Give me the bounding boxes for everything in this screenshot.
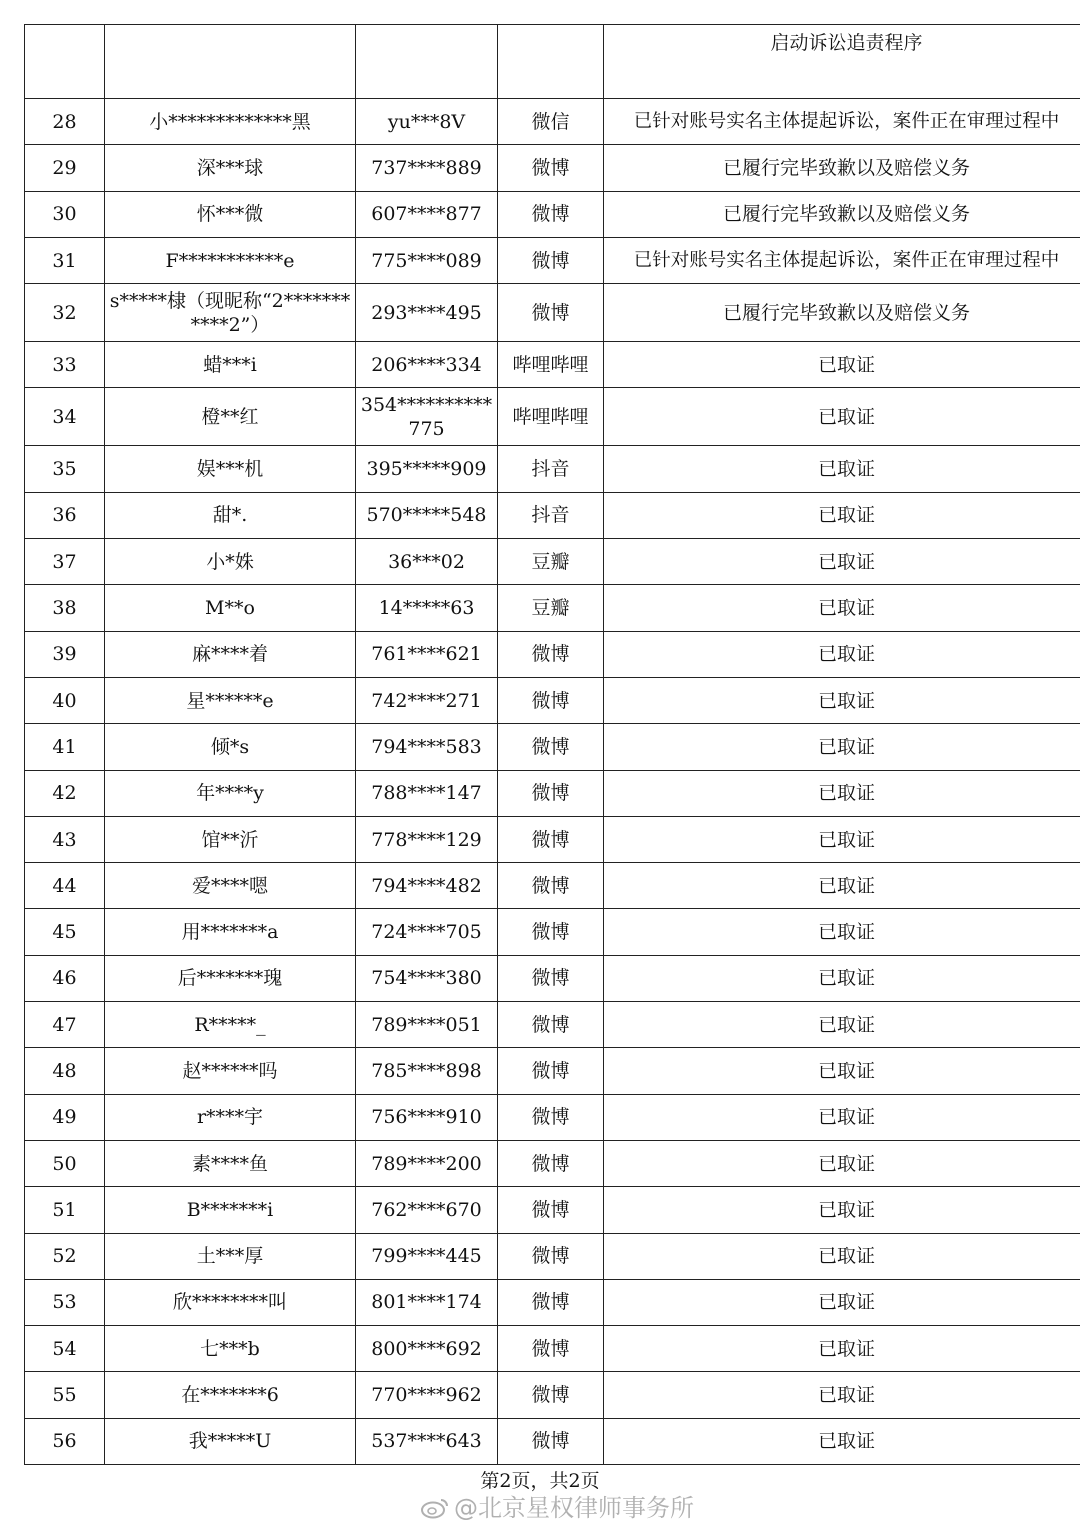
- table-row: [25, 446, 1080, 492]
- account-id-cell: 36***02: [356, 539, 498, 585]
- watermark: [420, 1488, 694, 1523]
- nickname-cell: 我*****U: [105, 1418, 356, 1464]
- table-row: [25, 1418, 1080, 1464]
- platform-cell: 哔哩哔哩: [498, 342, 604, 388]
- platform-cell: 微博: [498, 770, 604, 816]
- nickname-cell: 馆**沂: [105, 816, 356, 862]
- nickname-cell: 用*******a: [105, 909, 356, 955]
- status-cell: 已取证: [604, 1279, 1080, 1325]
- platform-cell: 微博: [498, 1279, 604, 1325]
- account-id-cell: 762****670: [356, 1187, 498, 1233]
- platform-cell: 微博: [498, 955, 604, 1001]
- status-cell: 已取证: [604, 1372, 1080, 1418]
- platform-cell: 微博: [498, 816, 604, 862]
- table-row: [25, 1233, 1080, 1279]
- platform-cell: 微博: [498, 1048, 604, 1094]
- platform-cell: 微博: [498, 1187, 604, 1233]
- table-row: [25, 631, 1080, 677]
- platform-cell: 微博: [498, 631, 604, 677]
- nickname-cell: 后*******瑰: [105, 955, 356, 1001]
- platform-cell: 微博: [498, 1233, 604, 1279]
- row-number: 51: [25, 1187, 105, 1233]
- table-row: [25, 1326, 1080, 1372]
- table-row: [25, 816, 1080, 862]
- header-cell: [498, 25, 604, 99]
- table-row: [25, 1372, 1080, 1418]
- row-number: 41: [25, 724, 105, 770]
- nickname-cell: 麻****着: [105, 631, 356, 677]
- nickname-cell: 土***厚: [105, 1233, 356, 1279]
- table-row: [25, 724, 1080, 770]
- status-cell: 已针对账号实名主体提起诉讼，案件正在审理过程中: [604, 99, 1080, 145]
- platform-cell: 微博: [498, 237, 604, 283]
- status-cell: 已取证: [604, 446, 1080, 492]
- account-id-cell: 775****089: [356, 237, 498, 283]
- status-cell: 已履行完毕致歉以及赔偿义务: [604, 284, 1080, 342]
- table-row: [25, 191, 1080, 237]
- account-id-cell: 14*****63: [356, 585, 498, 631]
- nickname-cell: 橙**红: [105, 388, 356, 446]
- account-id-cell: 794****482: [356, 863, 498, 909]
- platform-cell: 微博: [498, 145, 604, 191]
- platform-cell: 哔哩哔哩: [498, 388, 604, 446]
- table-row: [25, 1094, 1080, 1140]
- row-number: 53: [25, 1279, 105, 1325]
- nickname-cell: 倾*s: [105, 724, 356, 770]
- nickname-cell: r****宇: [105, 1094, 356, 1140]
- row-number: 39: [25, 631, 105, 677]
- platform-cell: 微博: [498, 677, 604, 723]
- table-row: [25, 909, 1080, 955]
- table-row: [25, 955, 1080, 1001]
- nickname-cell: R*****_: [105, 1002, 356, 1048]
- table-row: [25, 677, 1080, 723]
- status-cell: 已履行完毕致歉以及赔偿义务: [604, 145, 1080, 191]
- status-cell: 已针对账号实名主体提起诉讼，案件正在审理过程中: [604, 237, 1080, 283]
- table-row: [25, 1048, 1080, 1094]
- row-number: 35: [25, 446, 105, 492]
- table-row: [25, 1140, 1080, 1186]
- nickname-cell: 赵******吗: [105, 1048, 356, 1094]
- table-row: [25, 237, 1080, 283]
- platform-cell: 微博: [498, 191, 604, 237]
- row-number: 38: [25, 585, 105, 631]
- nickname-cell: 爱****嗯: [105, 863, 356, 909]
- account-id-cell: 724****705: [356, 909, 498, 955]
- row-number: 32: [25, 284, 105, 342]
- platform-cell: 豆瓣: [498, 539, 604, 585]
- account-id-cell: 770****962: [356, 1372, 498, 1418]
- status-cell: 已履行完毕致歉以及赔偿义务: [604, 191, 1080, 237]
- nickname-cell: 在*******6: [105, 1372, 356, 1418]
- status-cell: 已取证: [604, 724, 1080, 770]
- account-id-cell: 785****898: [356, 1048, 498, 1094]
- account-id-cell: 794****583: [356, 724, 498, 770]
- row-number: 30: [25, 191, 105, 237]
- header-cell: [356, 25, 498, 99]
- account-id-cell: 293****495: [356, 284, 498, 342]
- table-body: [25, 25, 1080, 1465]
- account-id-cell: 789****200: [356, 1140, 498, 1186]
- row-number: 42: [25, 770, 105, 816]
- account-id-cell: 754****380: [356, 955, 498, 1001]
- nickname-cell: s*****棣（现昵称“2***********2”）: [105, 284, 356, 342]
- row-number: 48: [25, 1048, 105, 1094]
- nickname-cell: 娱***机: [105, 446, 356, 492]
- table-row: [25, 388, 1080, 446]
- platform-cell: 抖音: [498, 446, 604, 492]
- row-number: 31: [25, 237, 105, 283]
- row-number: 34: [25, 388, 105, 446]
- status-cell: 已取证: [604, 1048, 1080, 1094]
- platform-cell: 微博: [498, 1002, 604, 1048]
- platform-cell: 微博: [498, 909, 604, 955]
- account-id-cell: 778****129: [356, 816, 498, 862]
- table-row: [25, 1279, 1080, 1325]
- account-id-cell: 537****643: [356, 1418, 498, 1464]
- account-id-cell: 801****174: [356, 1279, 498, 1325]
- nickname-cell: M**o: [105, 585, 356, 631]
- status-cell: 已取证: [604, 1326, 1080, 1372]
- platform-cell: 微博: [498, 1372, 604, 1418]
- account-id-cell: 789****051: [356, 1002, 498, 1048]
- table-row: [25, 145, 1080, 191]
- table-row: [25, 539, 1080, 585]
- platform-cell: 微博: [498, 284, 604, 342]
- row-number: 49: [25, 1094, 105, 1140]
- status-cell: 已取证: [604, 388, 1080, 446]
- table-row: [25, 585, 1080, 631]
- nickname-cell: 年****y: [105, 770, 356, 816]
- status-cell: 已取证: [604, 492, 1080, 538]
- account-id-cell: 799****445: [356, 1233, 498, 1279]
- header-cell: 启动诉讼追责程序: [604, 25, 1080, 99]
- platform-cell: 微博: [498, 1418, 604, 1464]
- status-cell: 已取证: [604, 1140, 1080, 1186]
- account-id-cell: 737****889: [356, 145, 498, 191]
- status-cell: 已取证: [604, 863, 1080, 909]
- nickname-cell: 小*姝: [105, 539, 356, 585]
- status-cell: 已取证: [604, 955, 1080, 1001]
- platform-cell: 豆瓣: [498, 585, 604, 631]
- table-row: [25, 1187, 1080, 1233]
- platform-cell: 微博: [498, 1326, 604, 1372]
- nickname-cell: 深***球: [105, 145, 356, 191]
- platform-cell: 微博: [498, 1140, 604, 1186]
- status-cell: 已取证: [604, 1233, 1080, 1279]
- platform-cell: 微博: [498, 863, 604, 909]
- nickname-cell: F***********e: [105, 237, 356, 283]
- account-id-cell: 800****692: [356, 1326, 498, 1372]
- nickname-cell: 欣********叫: [105, 1279, 356, 1325]
- account-id-cell: 761****621: [356, 631, 498, 677]
- status-cell: 已取证: [604, 677, 1080, 723]
- row-number: 29: [25, 145, 105, 191]
- status-cell: 已取证: [604, 631, 1080, 677]
- platform-cell: 微博: [498, 1094, 604, 1140]
- table-row: [25, 284, 1080, 342]
- row-number: 45: [25, 909, 105, 955]
- nickname-cell: 素****鱼: [105, 1140, 356, 1186]
- litigation-table: [24, 24, 1080, 1465]
- nickname-cell: B*******i: [105, 1187, 356, 1233]
- table-row: [25, 770, 1080, 816]
- row-number: 33: [25, 342, 105, 388]
- account-id-cell: 742****271: [356, 677, 498, 723]
- status-cell: 已取证: [604, 1187, 1080, 1233]
- status-cell: 已取证: [604, 342, 1080, 388]
- account-id-cell: 206****334: [356, 342, 498, 388]
- row-number: 52: [25, 1233, 105, 1279]
- nickname-cell: 星******e: [105, 677, 356, 723]
- nickname-cell: 小*************黑: [105, 99, 356, 145]
- row-number: 28: [25, 99, 105, 145]
- header-cell: [25, 25, 105, 99]
- account-id-cell: yu***8V: [356, 99, 498, 145]
- table-row: [25, 1002, 1080, 1048]
- status-cell: 已取证: [604, 1418, 1080, 1464]
- table-row: [25, 863, 1080, 909]
- platform-cell: 抖音: [498, 492, 604, 538]
- account-id-cell: 395*****909: [356, 446, 498, 492]
- nickname-cell: 七***b: [105, 1326, 356, 1372]
- page-footer: 第2页，共2页: [480, 1470, 600, 1492]
- row-number: 46: [25, 955, 105, 1001]
- row-number: 50: [25, 1140, 105, 1186]
- platform-cell: 微信: [498, 99, 604, 145]
- weibo-logo-icon: [420, 1497, 450, 1519]
- account-id-cell: 788****147: [356, 770, 498, 816]
- table-row: [25, 492, 1080, 538]
- status-cell: 已取证: [604, 539, 1080, 585]
- row-number: 37: [25, 539, 105, 585]
- row-number: 47: [25, 1002, 105, 1048]
- status-cell: 已取证: [604, 1002, 1080, 1048]
- status-cell: 已取证: [604, 585, 1080, 631]
- account-id-cell: 607****877: [356, 191, 498, 237]
- account-id-cell: 756****910: [356, 1094, 498, 1140]
- watermark-text: @北京星权律师事务所: [454, 1494, 694, 1522]
- table-row: [25, 99, 1080, 145]
- nickname-cell: 甜*.: [105, 492, 356, 538]
- row-number: 36: [25, 492, 105, 538]
- status-cell: 已取证: [604, 1094, 1080, 1140]
- nickname-cell: 蜡***i: [105, 342, 356, 388]
- row-number: 54: [25, 1326, 105, 1372]
- row-number: 56: [25, 1418, 105, 1464]
- account-id-cell: 570*****548: [356, 492, 498, 538]
- table-row: [25, 342, 1080, 388]
- status-cell: 已取证: [604, 816, 1080, 862]
- row-number: 43: [25, 816, 105, 862]
- nickname-cell: 怀***微: [105, 191, 356, 237]
- account-id-cell: 354**********775: [356, 388, 498, 446]
- row-number: 40: [25, 677, 105, 723]
- header-cell: [105, 25, 356, 99]
- table-header-row: [25, 25, 1080, 99]
- row-number: 44: [25, 863, 105, 909]
- row-number: 55: [25, 1372, 105, 1418]
- status-cell: 已取证: [604, 909, 1080, 955]
- status-cell: 已取证: [604, 770, 1080, 816]
- platform-cell: 微博: [498, 724, 604, 770]
